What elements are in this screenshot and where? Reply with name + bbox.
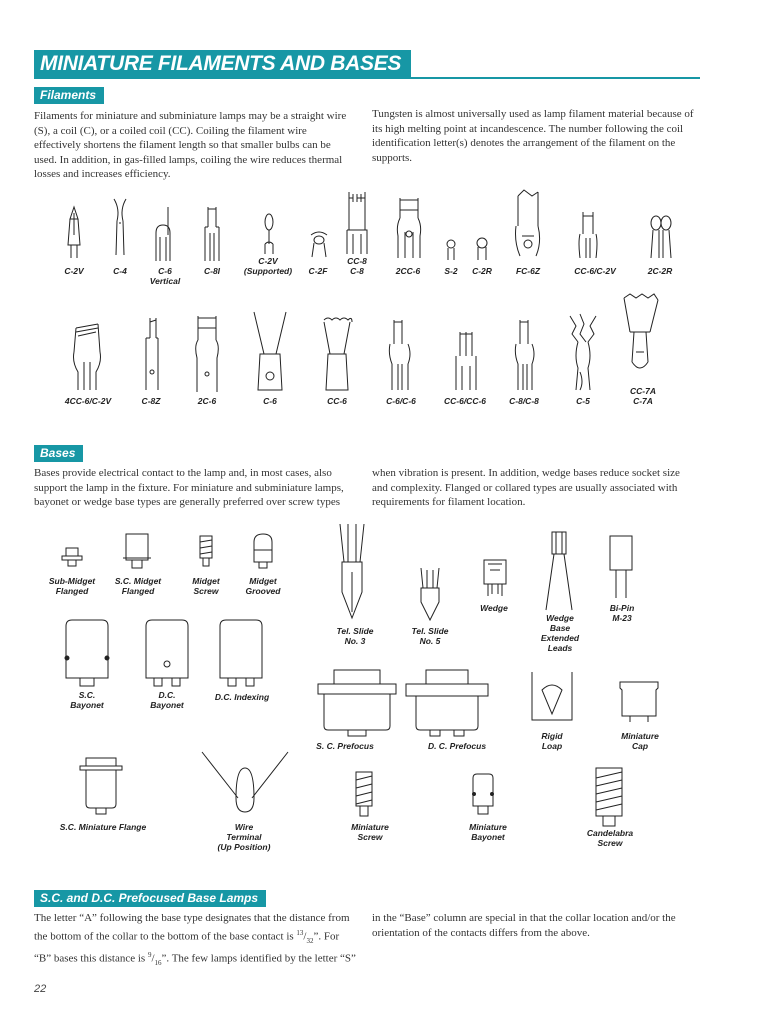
base-midget-grooved-drawing: [250, 532, 276, 570]
filament-cc-8-c-8-drawing: [343, 190, 371, 256]
bases-para-right: when vibration is present. In addition, wedge bases reduce socket size and complexity. Flanged or collared types are usually associated with requirements for filament location.: [372, 467, 680, 508]
filament-label: CC-8 C-8: [347, 256, 367, 276]
filament-label: C-6: [263, 396, 277, 406]
filament-c-6-c-6-drawing: [386, 318, 416, 392]
base-miniature-bayonet-drawing: [470, 772, 496, 818]
bases-heading: Bases: [34, 445, 83, 462]
bases-para-left: Bases provide electrical contact to the lamp and, in most cases, also support the lamp in the fixture. For miniature and subminiature lamps, bayonet or wedge base types are generally preferred over screw types: [34, 467, 344, 508]
base-sc-prefocus-drawing: [314, 668, 400, 738]
filament-label: C-8I: [203, 266, 221, 276]
base-dc-indexing-drawing: [218, 618, 264, 688]
filament-c-8i-drawing: [200, 203, 224, 263]
base-label: Midget Screw: [192, 576, 220, 596]
base-wire-terminal-drawing: [200, 750, 290, 820]
base-label: Miniature Screw: [351, 822, 389, 842]
base-midget-screw-drawing: [196, 534, 216, 568]
filament-c-8z-drawing: [140, 316, 164, 392]
filament-label: C-8/C-8: [509, 396, 539, 406]
filament-2cc-6-drawing: [394, 196, 424, 260]
filament-label: 2CC-6: [395, 266, 421, 276]
prefocus-para-left: The letter “A” following the base type designates that the distance from the bottom of the collar to the bottom of the base contact is $^{13}/_{32}$”. For “B” bases this distance is $^9/_{16}$”. The few lamps identified by the letter “S”: [34, 912, 356, 967]
base-candelabra-screw-drawing: [592, 766, 626, 828]
prefocus-para-right: in the “Base” column are special in that the collar location and/or the orientation of the contacts differs from the above.: [372, 912, 676, 939]
filaments-para-right: Tungsten is almost universally used as lamp filament material because of its high melting point at incandescence. The number following the coil identification letter(s) denotes the arrangement of the filament on the supports.: [372, 108, 694, 164]
base-sc-bayonet-drawing: [64, 618, 110, 688]
base-label: Midget Grooved: [245, 576, 281, 596]
filament-c-2v-supported-drawing: [259, 210, 279, 256]
filament-label: C-6/C-6: [386, 396, 416, 406]
filament-cc-7a-c-7a-drawing: [620, 292, 660, 384]
base-sub-midget-flanged-drawing: [60, 546, 84, 568]
filament-label: S-2: [444, 266, 458, 276]
filament-label: 4CC-6/C-2V: [64, 396, 112, 406]
filament-c-8-c-8-drawing: [510, 318, 540, 392]
filament-label: CC-6: [327, 396, 347, 406]
base-label: Sub-Midget Flanged: [48, 576, 96, 596]
base-label: Rigid Loap: [541, 731, 563, 751]
filament-2c-2r-drawing: [647, 214, 675, 260]
filament-fc-6z-drawing: [510, 186, 544, 260]
base-miniature-screw-drawing: [352, 770, 376, 820]
base-label: Wedge: [480, 603, 508, 613]
filament-label: 2C-2R: [647, 266, 673, 276]
base-label: Miniature Cap: [621, 731, 659, 751]
filaments-heading: Filaments: [34, 87, 104, 104]
base-label: D.C. Bayonet: [150, 690, 184, 710]
filament-label: FC-6Z: [515, 266, 541, 276]
base-label: Wire Terminal (Up Position): [217, 822, 271, 852]
filament-c-2v-drawing: [64, 205, 84, 260]
page-number: 22: [34, 983, 47, 995]
base-label: Bi-Pin M-23: [609, 603, 635, 623]
base-label: S. C. Prefocus: [316, 741, 374, 751]
base-wedge-extended-leads-drawing: [542, 530, 576, 612]
base-label: S.C. Miniature Flange: [59, 822, 147, 832]
base-rigid-loap-drawing: [530, 670, 574, 726]
prefocus-heading: S.C. and D.C. Prefocused Base Lamps: [34, 890, 266, 907]
base-tel-slide-no3-drawing: [334, 522, 370, 622]
filament-label: CC-7A C-7A: [630, 386, 656, 406]
page-title: MINIATURE FILAMENTS AND BASES: [34, 50, 411, 78]
filament-c-6-drawing: [250, 310, 290, 392]
base-label: Tel. Slide No. 3: [336, 626, 374, 646]
filament-cc-6-cc-6-drawing: [452, 330, 480, 392]
filaments-para-left: Filaments for miniature and subminiature lamps may be a straight wire (S), a coil (C), or a coiled coil (CC). Coiling the filament wire effectively shortens the filament length so that smaller bulbs can be used. In addition, in gas-filled lamps, coiling the wire reduces thermal losses and increases efficiency.: [34, 110, 347, 180]
base-label: Candelabra Screw: [586, 828, 634, 848]
filament-label: CC-6/CC-6: [443, 396, 487, 406]
filament-c-5-drawing: [566, 312, 600, 392]
filament-s-2-drawing: [445, 238, 457, 262]
filament-label: C-8Z: [141, 396, 161, 406]
filament-c-4-drawing: [110, 197, 130, 260]
filament-label: C-2R: [472, 266, 492, 276]
filament-label: C-2V (Supported): [243, 256, 293, 276]
base-label: D. C. Prefocus: [427, 741, 487, 751]
base-tel-slide-no5-drawing: [415, 566, 445, 622]
base-label: Wedge Base Extended Leads: [540, 613, 580, 653]
base-sc-miniature-flange-drawing: [76, 756, 126, 816]
filament-label: C-6 Vertical: [149, 266, 181, 286]
filament-label: 2C-6: [197, 396, 217, 406]
filament-label: CC-6/C-2V: [574, 266, 616, 276]
filament-label: C-4: [113, 266, 127, 276]
base-dc-bayonet-drawing: [144, 618, 190, 688]
base-bi-pin-m23-drawing: [608, 534, 634, 600]
filament-label: C-2F: [308, 266, 328, 276]
base-label: S.C. Midget Flanged: [114, 576, 162, 596]
filament-label: C-5: [576, 396, 590, 406]
filament-cc-6-c-2v-drawing: [575, 210, 601, 260]
base-sc-midget-flanged-drawing: [122, 532, 152, 570]
base-label: S.C. Bayonet: [70, 690, 104, 710]
title-rule: [34, 77, 700, 79]
base-label: D.C. Indexing: [214, 692, 270, 702]
filament-c-2f-drawing: [308, 229, 330, 259]
filament-c-6-vertical-drawing: [150, 205, 176, 263]
base-miniature-cap-drawing: [616, 680, 662, 724]
base-label: Miniature Bayonet: [469, 822, 507, 842]
filament-4cc-6-c-2v-drawing: [70, 322, 104, 392]
base-wedge-drawing: [480, 558, 510, 598]
filament-c-2r-drawing: [475, 236, 489, 262]
filament-label: C-2V: [64, 266, 84, 276]
base-dc-prefocus-drawing: [402, 668, 492, 738]
base-label: Tel. Slide No. 5: [411, 626, 449, 646]
filament-2c-6-drawing: [192, 314, 222, 394]
filament-cc-6-drawing: [320, 314, 354, 392]
